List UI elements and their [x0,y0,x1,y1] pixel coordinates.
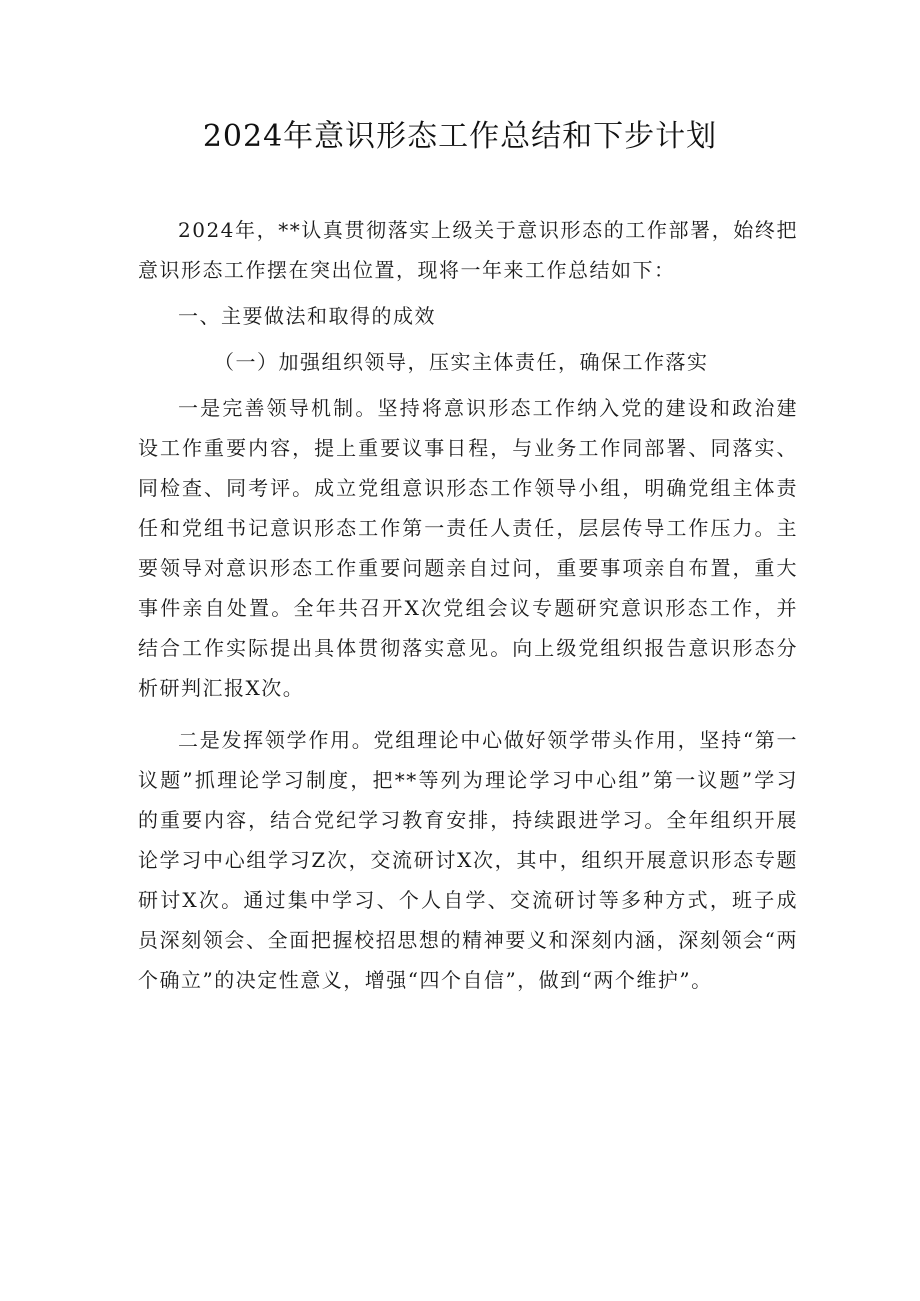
body-paragraph-1: 一是完善领导机制。坚持将意识形态工作纳入党的建设和政治建设工作重要内容，提上重要议事日程，与业务工作同部署、同落实、同检查、同考评。成立党组意识形态工作领导小组，明确党组主体责任和党组书记意识形态工作第一责任人责任，层层传导工作压力。主要领导对意识形态工作重要问题亲自过问，重要事项亲自布置，重大事件亲自处置。全年共召开X次党组会议专题研究意识形态工作，并结合工作实际提出具体贯彻落实意见。向上级党组织报告意识形态分析研判汇报X次。 [138,396,798,700]
body-paragraph-2: 二是发挥领学作用。党组理论中心做好领学带头作用，坚持“第一议题”抓理论学习制度，把**等列为理论学习中心组”第一议题”学习的重要内容，结合党纪学习教育安排，持续跟进学习。全年组织开展论学习中心组学习Z次，交流研讨X次，其中，组织开展意识形态专题研讨X次。通过集中学习、个人自学、交流研讨等多种方式，班子成员深刻领会、全面把握校招思想的精神要义和深刻内涵，深刻领会“两个确立”的决定性意义，增强“四个自信”，做到“两个维护”。 [138,728,798,992]
section-heading-1: 一、主要做法和取得的成效 [178,304,436,328]
document-body [138,210,798,1000]
subsection-heading-1: （一）加强组织领导，压实主体责任，确保工作落实 [214,350,709,374]
document-title: 2024年意识形态工作总结和下步计划 [202,119,718,154]
intro-paragraph: 2024年，**认真贯彻落实上级关于意识形态的工作部署，始终把意识形态工作摆在突出位置，现将一年来工作总结如下： [138,218,798,282]
